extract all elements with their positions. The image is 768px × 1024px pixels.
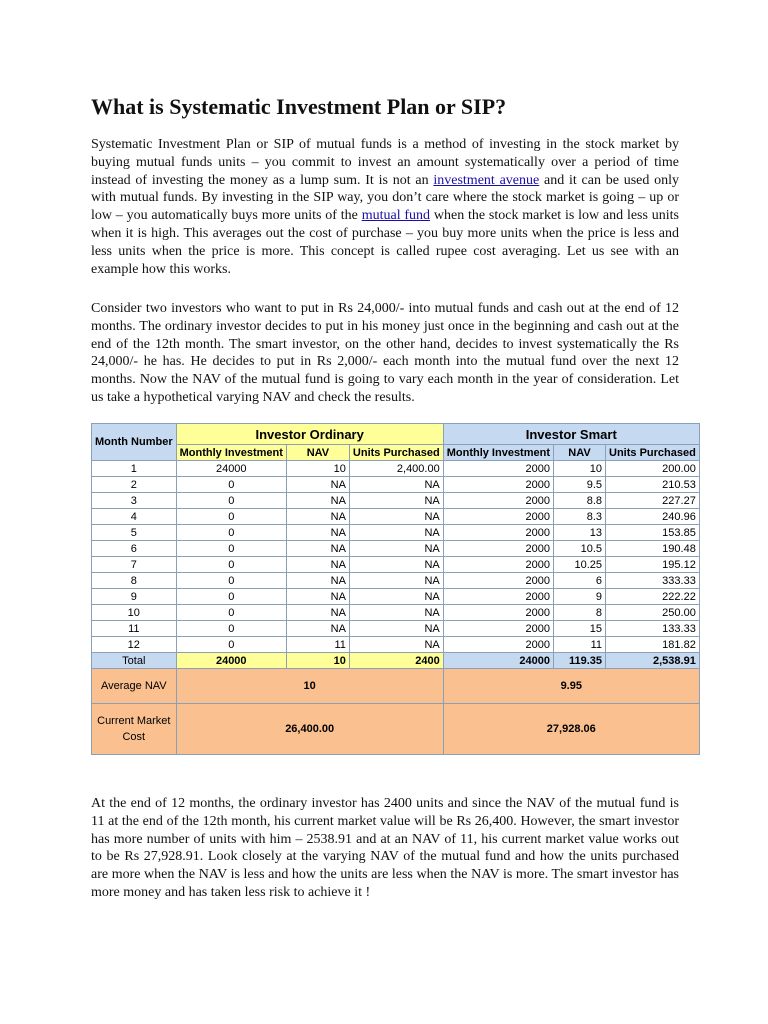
ordinary-nav-cell: NA: [286, 573, 349, 589]
table-row: [92, 493, 700, 509]
smart-units-cell: 222.22: [606, 589, 700, 605]
month-number-cell: 5: [92, 525, 177, 541]
ordinary-investment-cell: 0: [176, 637, 286, 653]
average-nav-smart: 9.95: [443, 669, 699, 704]
ordinary-units-cell: NA: [349, 493, 443, 509]
month-number-cell: 6: [92, 541, 177, 557]
total-smart-units: 2,538.91: [606, 653, 700, 669]
ordinary-units-cell: NA: [349, 557, 443, 573]
month-number-cell: 11: [92, 621, 177, 637]
smart-investment-cell: 2000: [443, 573, 553, 589]
table-row: [92, 557, 700, 573]
smart-units-cell: 240.96: [606, 509, 700, 525]
smart-investment-cell: 2000: [443, 605, 553, 621]
ordinary-nav-cell: NA: [286, 589, 349, 605]
smart-units-cell: 190.48: [606, 541, 700, 557]
smart-units-cell: 195.12: [606, 557, 700, 573]
table-row: [92, 605, 700, 621]
investment-avenue-link[interactable]: investment avenue: [433, 172, 540, 188]
ordinary-investment-cell: 0: [176, 589, 286, 605]
ordinary-investment-cell: 0: [176, 573, 286, 589]
total-ordinary-nav: 10: [286, 653, 349, 669]
total-row: [92, 653, 700, 669]
ordinary-nav-cell: NA: [286, 525, 349, 541]
market-cost-label: Current Market Cost: [92, 704, 177, 755]
intro-text-1: Systematic Investment Plan or SIP of mutual funds is a method of investing in the stock market by buying mutual funds units – you commit to invest an amount systematically over a period of time instead of investing the money as a lump sum. It is not an: [91, 137, 679, 188]
month-number-cell: 12: [92, 637, 177, 653]
ordinary-nav-cell: NA: [286, 557, 349, 573]
table-row: [92, 477, 700, 493]
intro-paragraph: [91, 136, 679, 278]
sip-comparison-table: [91, 423, 700, 755]
table-row: [92, 541, 700, 557]
table-row: [92, 525, 700, 541]
smart-units-cell: 210.53: [606, 477, 700, 493]
smart-nav-cell: 15: [554, 621, 606, 637]
table-row: [92, 509, 700, 525]
smart-units-cell: 250.00: [606, 605, 700, 621]
month-number-cell: 10: [92, 605, 177, 621]
ordinary-nav-cell: NA: [286, 605, 349, 621]
smart-units-cell: 227.27: [606, 493, 700, 509]
total-smart-investment: 24000: [443, 653, 553, 669]
ordinary-units-cell: 2,400.00: [349, 461, 443, 477]
ordinary-investment-cell: 0: [176, 493, 286, 509]
ordinary-investment-cell: 0: [176, 525, 286, 541]
page-title: What is Systematic Investment Plan or SIP?: [91, 94, 507, 119]
ordinary-units-cell: NA: [349, 637, 443, 653]
conclusion-paragraph: At the end of 12 months, the ordinary investor has 2400 units and since the NAV of the mutual fund is 11 at the end of the 12th month, his current market value will be Rs 26,400. However, the smart investor has more number of units with him – 2538.91 and at an NAV of 11, his current market value works out to be Rs 27,928.91. Look closely at the varying NAV of the mutual fund and how the units purchased are more when the NAV is less and how the units are less when the NAV is more. The smart investor has more money and has taken less risk to achieve it !: [91, 796, 679, 900]
ordinary-nav-cell: NA: [286, 509, 349, 525]
smart-nav-cell: 10.5: [554, 541, 606, 557]
investor-smart-header: Investor Smart: [443, 424, 699, 445]
ordinary-investment-cell: 0: [176, 541, 286, 557]
smart-nav-cell: 11: [554, 637, 606, 653]
month-number-cell: 1: [92, 461, 177, 477]
ordinary-units-cell: NA: [349, 573, 443, 589]
smart-investment-cell: 2000: [443, 509, 553, 525]
ordinary-units-cell: NA: [349, 589, 443, 605]
ordinary-nav-cell: NA: [286, 621, 349, 637]
ordinary-units-cell: NA: [349, 605, 443, 621]
ordinary-investment-cell: 0: [176, 557, 286, 573]
smart-units-cell: 133.33: [606, 621, 700, 637]
average-nav-ordinary: 10: [176, 669, 443, 704]
smart-nav-cell: 9: [554, 589, 606, 605]
smart-units-cell: 153.85: [606, 525, 700, 541]
ordinary-nav-cell: 11: [286, 637, 349, 653]
smart-monthly-investment-header: Monthly Investment: [443, 445, 553, 461]
month-number-cell: 2: [92, 477, 177, 493]
ordinary-units-cell: NA: [349, 541, 443, 557]
table-row: [92, 589, 700, 605]
month-number-cell: 7: [92, 557, 177, 573]
smart-investment-cell: 2000: [443, 525, 553, 541]
smart-units-header: Units Purchased: [606, 445, 700, 461]
total-label: Total: [92, 653, 177, 669]
ordinary-monthly-investment-header: Monthly Investment: [176, 445, 286, 461]
table-row: [92, 637, 700, 653]
smart-nav-cell: 10: [554, 461, 606, 477]
ordinary-nav-cell: 10: [286, 461, 349, 477]
ordinary-units-cell: NA: [349, 477, 443, 493]
investor-ordinary-header: Investor Ordinary: [176, 424, 443, 445]
smart-investment-cell: 2000: [443, 477, 553, 493]
smart-nav-cell: 13: [554, 525, 606, 541]
mutual-fund-link[interactable]: mutual fund: [361, 208, 431, 224]
smart-nav-cell: 8: [554, 605, 606, 621]
total-ordinary-investment: 24000: [176, 653, 286, 669]
month-number-cell: 4: [92, 509, 177, 525]
smart-investment-cell: 2000: [443, 493, 553, 509]
table-row: [92, 621, 700, 637]
smart-nav-cell: 10.25: [554, 557, 606, 573]
smart-investment-cell: 2000: [443, 461, 553, 477]
ordinary-nav-cell: NA: [286, 493, 349, 509]
ordinary-units-header: Units Purchased: [349, 445, 443, 461]
ordinary-units-cell: NA: [349, 621, 443, 637]
smart-nav-cell: 8.8: [554, 493, 606, 509]
average-nav-label: Average NAV: [92, 669, 177, 704]
month-number-header: Month Number: [92, 424, 177, 461]
ordinary-nav-cell: NA: [286, 477, 349, 493]
ordinary-investment-cell: 0: [176, 477, 286, 493]
smart-units-cell: 333.33: [606, 573, 700, 589]
smart-investment-cell: 2000: [443, 557, 553, 573]
market-cost-smart: 27,928.06: [443, 704, 699, 755]
total-ordinary-units: 2400: [349, 653, 443, 669]
smart-nav-cell: 9.5: [554, 477, 606, 493]
smart-investment-cell: 2000: [443, 541, 553, 557]
smart-investment-cell: 2000: [443, 621, 553, 637]
market-cost-ordinary: 26,400.00: [176, 704, 443, 755]
ordinary-nav-cell: NA: [286, 541, 349, 557]
table-row: [92, 573, 700, 589]
intro-text-2: and it can be used only with mutual funds. By investing in the SIP way, you don’t care where the stock market is going – up or low – you automatically buys more units of the: [91, 172, 680, 224]
ordinary-units-cell: NA: [349, 509, 443, 525]
intro-text-3: when the stock market is low and less units when it is high. This averages out the cost of purchase – you buy more units when the price is less and less units when the price is more. This concept is called rupee cost averaging. Let us see with an example how this works.: [91, 208, 679, 277]
market-cost-row: [92, 704, 700, 755]
smart-units-cell: 181.82: [606, 637, 700, 653]
total-smart-nav: 119.35: [554, 653, 606, 669]
average-nav-row: [92, 669, 700, 704]
ordinary-units-cell: NA: [349, 525, 443, 541]
smart-units-cell: 200.00: [606, 461, 700, 477]
ordinary-investment-cell: 0: [176, 509, 286, 525]
table-row: [92, 461, 700, 477]
smart-investment-cell: 2000: [443, 637, 553, 653]
smart-nav-cell: 8.3: [554, 509, 606, 525]
month-number-cell: 3: [92, 493, 177, 509]
ordinary-nav-header: NAV: [286, 445, 349, 461]
example-paragraph: Consider two investors who want to put in Rs 24,000/- into mutual funds and cash out at the end of 12 months. The ordinary investor decides to put in his money just once in the beginning and cash out at the end of the 12th month. The smart investor, on the other hand, decides to invest systematically the Rs 24,000/- he has. He decides to put in Rs 2,000/- each month into the mutual fund over the next 12 months. Now the NAV of the mutual fund is going to vary each month in the year of consideration. Let us take a hypothetical varying NAV and check the results.: [91, 301, 679, 405]
month-number-cell: 8: [92, 573, 177, 589]
ordinary-investment-cell: 0: [176, 621, 286, 637]
smart-nav-header: NAV: [554, 445, 606, 461]
ordinary-investment-cell: 0: [176, 605, 286, 621]
table-body: [92, 461, 700, 653]
ordinary-investment-cell: 24000: [176, 461, 286, 477]
month-number-cell: 9: [92, 589, 177, 605]
smart-investment-cell: 2000: [443, 589, 553, 605]
smart-nav-cell: 6: [554, 573, 606, 589]
